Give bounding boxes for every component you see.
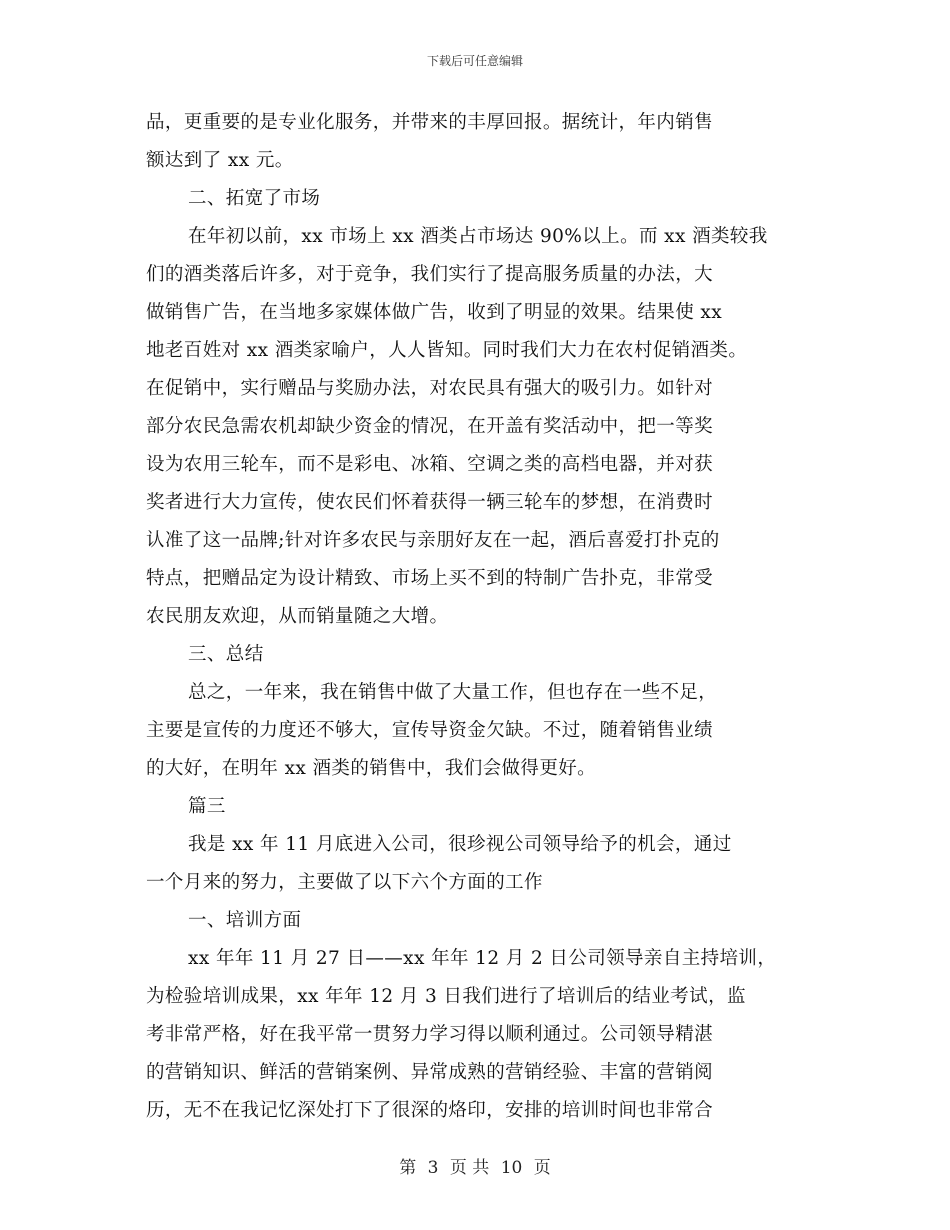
text-line: 设为农用三轮车，而不是彩电、冰箱、空调之类的高档电器，并对获 [146,454,714,475]
page-header: 下载后可任意编辑 [426,54,523,68]
text-line: 的营销知识、鲜活的营销案例、异常成熟的营销经验、丰富的营销阅 [146,1062,714,1083]
text-line: xx 年年 11 月 27 日——xx 年年 12 月 2 日公司领导亲自主持培训， [188,948,777,969]
text-line: 奖者进行大力宣传，使农民们怀着获得一辆三轮车的梦想，在消费时 [146,492,714,513]
text-line: 品，更重要的是专业化服务，并带来的丰厚回报。据统计，年内销售 [146,112,714,133]
text-line: 二、拓宽了市场 [188,188,321,209]
text-line: 部分农民急需农机却缺少资金的情况，在开盖有奖活动中，把一等奖 [146,416,714,437]
footer-middle: 页 共 [449,1158,490,1178]
text-line: 认准了这一品牌;针对许多农民与亲朋好友在一起，酒后喜爱打扑克的 [146,530,720,551]
text-line: 在年初以前，xx 市场上 xx 酒类占市场达 90%以上。而 xx 酒类较我 [188,226,768,247]
text-line: 特点，把赠品定为设计精致、市场上买不到的特制广告扑克，非常受 [146,568,714,589]
text-line: 额达到了 xx 元。 [146,150,294,171]
footer-prefix: 第 [399,1158,417,1178]
document-body [146,104,816,1130]
footer-suffix: 页 [533,1158,551,1178]
text-line: 总之，一年来，我在销售中做了大量工作，但也存在一些不足， [188,682,718,703]
footer-page-number: 3 [427,1158,439,1178]
text-line: 主要是宣传的力度还不够大，宣传导资金欠缺。不过，随着销售业绩 [146,720,714,741]
text-line: 为检验培训成果，xx 年年 12 月 3 日我们进行了培训后的结业考试，监 [146,986,746,1007]
text-line: 一个月来的努力，主要做了以下六个方面的工作 [146,872,543,893]
text-line: 三、总结 [188,644,264,665]
text-line: 们的酒类落后许多，对于竞争，我们实行了提高服务质量的办法，大 [146,264,714,285]
footer-total-pages: 10 [500,1158,523,1178]
text-line: 考非常严格，好在我平常一贯努力学习得以顺利通过。公司领导精湛 [146,1024,714,1045]
text-line: 地老百姓对 xx 酒类家喻户，人人皆知。同时我们大力在农村促销酒类。 [146,340,748,361]
page-footer [0,1153,950,1178]
text-line: 的大好，在明年 xx 酒类的销售中，我们会做得更好。 [146,758,597,779]
text-line: 我是 xx 年 11 月底进入公司，很珍视公司领导给予的机会，通过 [188,834,732,855]
text-line: 一、培训方面 [188,910,302,931]
text-line: 历，无不在我记忆深处打下了很深的烙印，安排的培训时间也非常合 [146,1100,714,1121]
text-line: 做销售广告，在当地多家媒体做广告，收到了明显的效果。结果使 xx [146,302,723,323]
text-line: 农民朋友欢迎，从而销量随之大增。 [146,606,449,627]
text-line: 篇三 [188,796,226,817]
text-line: 在促销中，实行赠品与奖励办法，对农民具有强大的吸引力。如针对 [146,378,714,399]
